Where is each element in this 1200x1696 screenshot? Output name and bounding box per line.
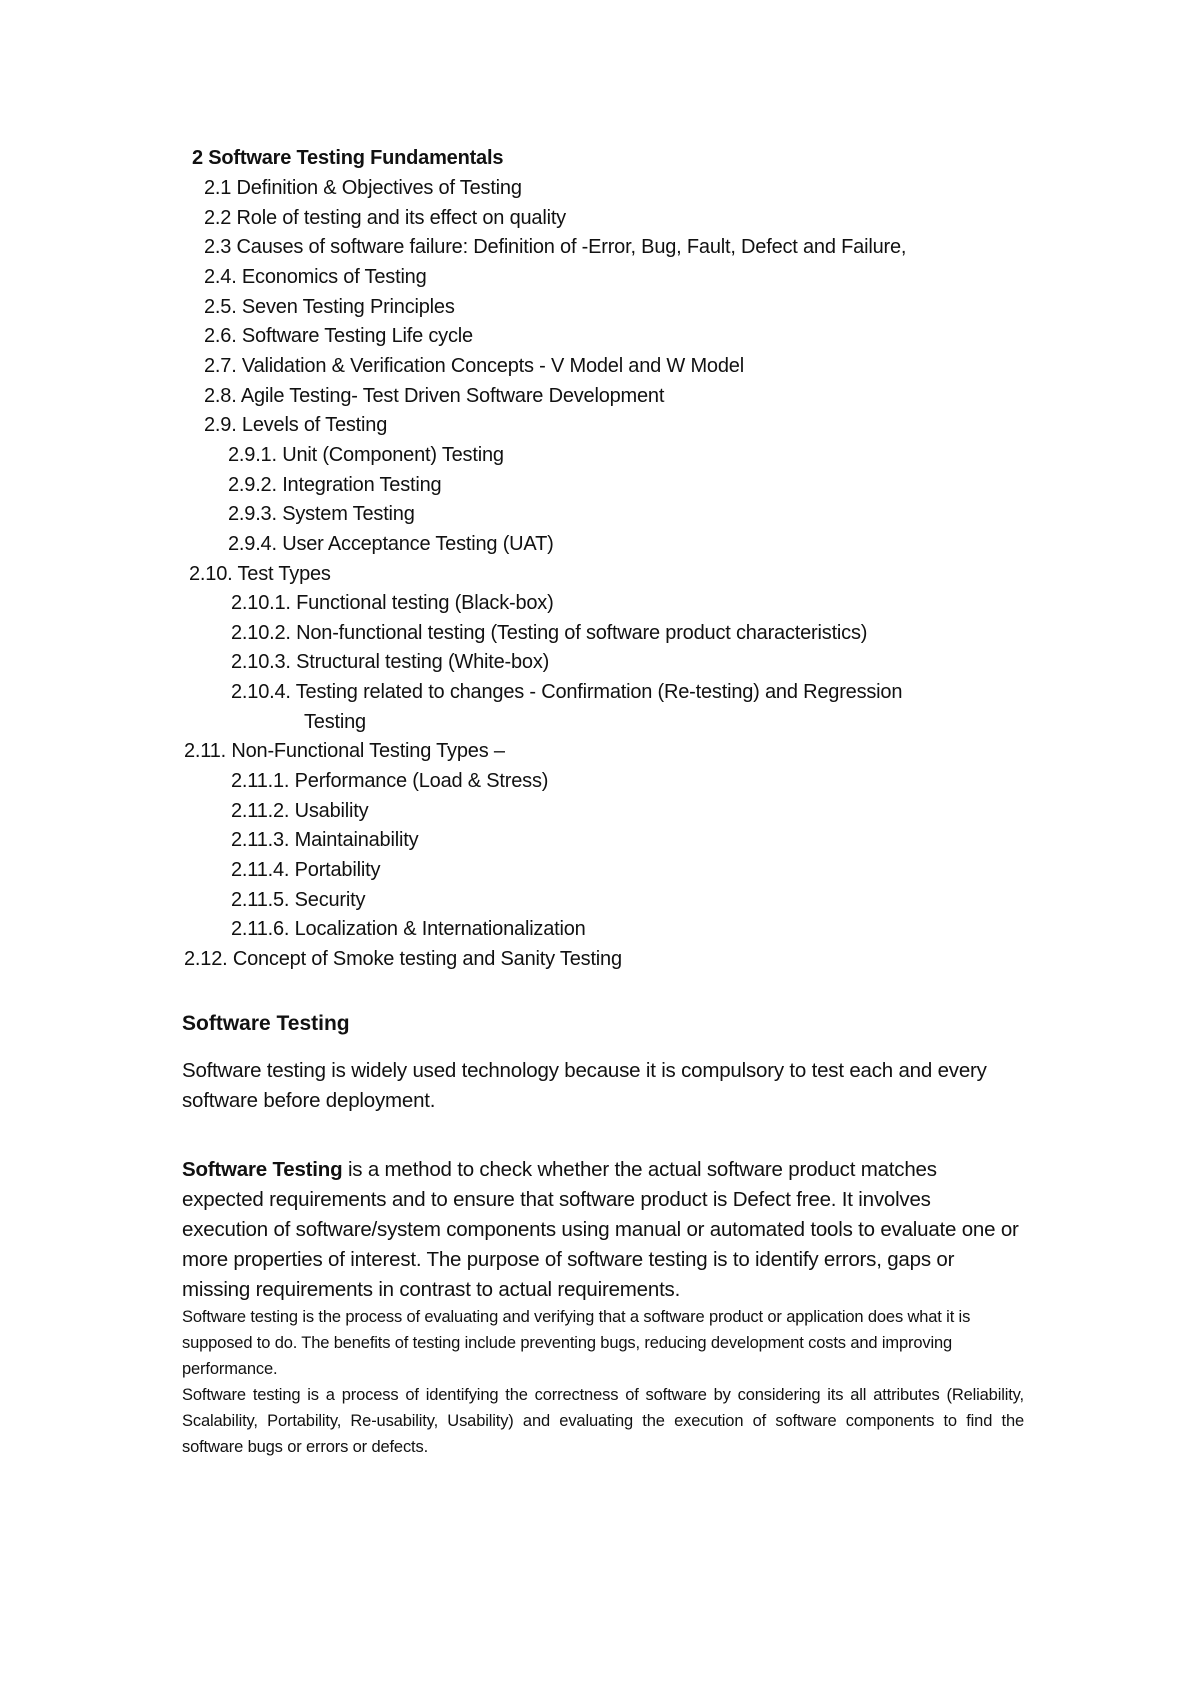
section-title: Software Testing (182, 1012, 350, 1035)
toc-item: 2.12. Concept of Smoke testing and Sanity Testing (184, 948, 622, 970)
toc-item: 2.4. Economics of Testing (204, 266, 427, 288)
definition-term: Software Testing (182, 1158, 343, 1181)
toc-item: 2.10. Test Types (189, 563, 331, 585)
toc-subitem: 2.11.5. Security (231, 889, 366, 911)
toc-subitem: 2.9.3. System Testing (228, 503, 415, 525)
toc-heading: 2 Software Testing Fundamentals (192, 147, 504, 169)
toc-subitem: 2.11.1. Performance (Load & Stress) (231, 770, 549, 792)
toc-subitem-continuation: Testing (304, 711, 366, 733)
toc-subitem: 2.9.4. User Acceptance Testing (UAT) (228, 533, 554, 555)
toc-item: 2.6. Software Testing Life cycle (204, 325, 473, 347)
toc-item: 2.8. Agile Testing- Test Driven Software Development (204, 385, 665, 407)
toc-subitem: 2.10.4. Testing related to changes - Confirmation (Re-testing) and Regression (231, 681, 903, 703)
toc-item: 2.7. Validation & Verification Concepts - V Model and W Model (204, 355, 744, 377)
toc-item: 2.1 Definition & Objectives of Testing (204, 177, 522, 199)
toc-subitem: 2.9.2. Integration Testing (228, 474, 442, 496)
toc-subitem: 2.10.3. Structural testing (White-box) (231, 651, 550, 673)
toc-subitem: 2.10.1. Functional testing (Black-box) (231, 592, 554, 614)
toc-subitem: 2.11.4. Portability (231, 859, 381, 881)
toc-subitem: 2.11.2. Usability (231, 800, 369, 822)
toc-item: 2.5. Seven Testing Principles (204, 296, 455, 318)
definition-text: is a method to check whether the actual software product matches expected requirements and to ensure that software product is Defect free. It involves execution of software/system components using manual or automated tools to evaluate one or more properties of interest. The purpose of software testing is to identify errors, gaps or missing requirements in contrast to actual requirements. (182, 1158, 1019, 1301)
toc-subitem: 2.9.1. Unit (Component) Testing (228, 444, 504, 466)
toc-item: 2.2 Role of testing and its effect on quality (204, 207, 566, 229)
toc-subitem: 2.11.3. Maintainability (231, 829, 419, 851)
definition-paragraph (182, 1155, 1022, 1305)
toc-item: 2.9. Levels of Testing (204, 414, 388, 436)
toc-subitem: 2.10.2. Non-functional testing (Testing of software product characteristics) (231, 622, 868, 644)
toc-item: 2.11. Non-Functional Testing Types – (184, 740, 505, 762)
small-paragraph-1: Software testing is the process of evaluating and verifying that a software product or application does what it is supposed to do. The benefits of testing include preventing bugs, reducing development costs and improving performance. (182, 1308, 971, 1378)
toc-subitem: 2.11.6. Localization & Internationalization (231, 918, 586, 940)
intro-paragraph: Software testing is widely used technology because it is compulsory to test each and every software before deployment. (182, 1059, 987, 1112)
small-paragraph-2: Software testing is a process of identifying the correctness of software by considering its all attributes (Reliability, Scalability, Portability, Re-usability, Usability) and evaluating the execution of software components to find the software bugs or errors or defects. (182, 1386, 1024, 1456)
toc-item: 2.3 Causes of software failure: Definition of -Error, Bug, Fault, Defect and Failure, (204, 236, 907, 258)
